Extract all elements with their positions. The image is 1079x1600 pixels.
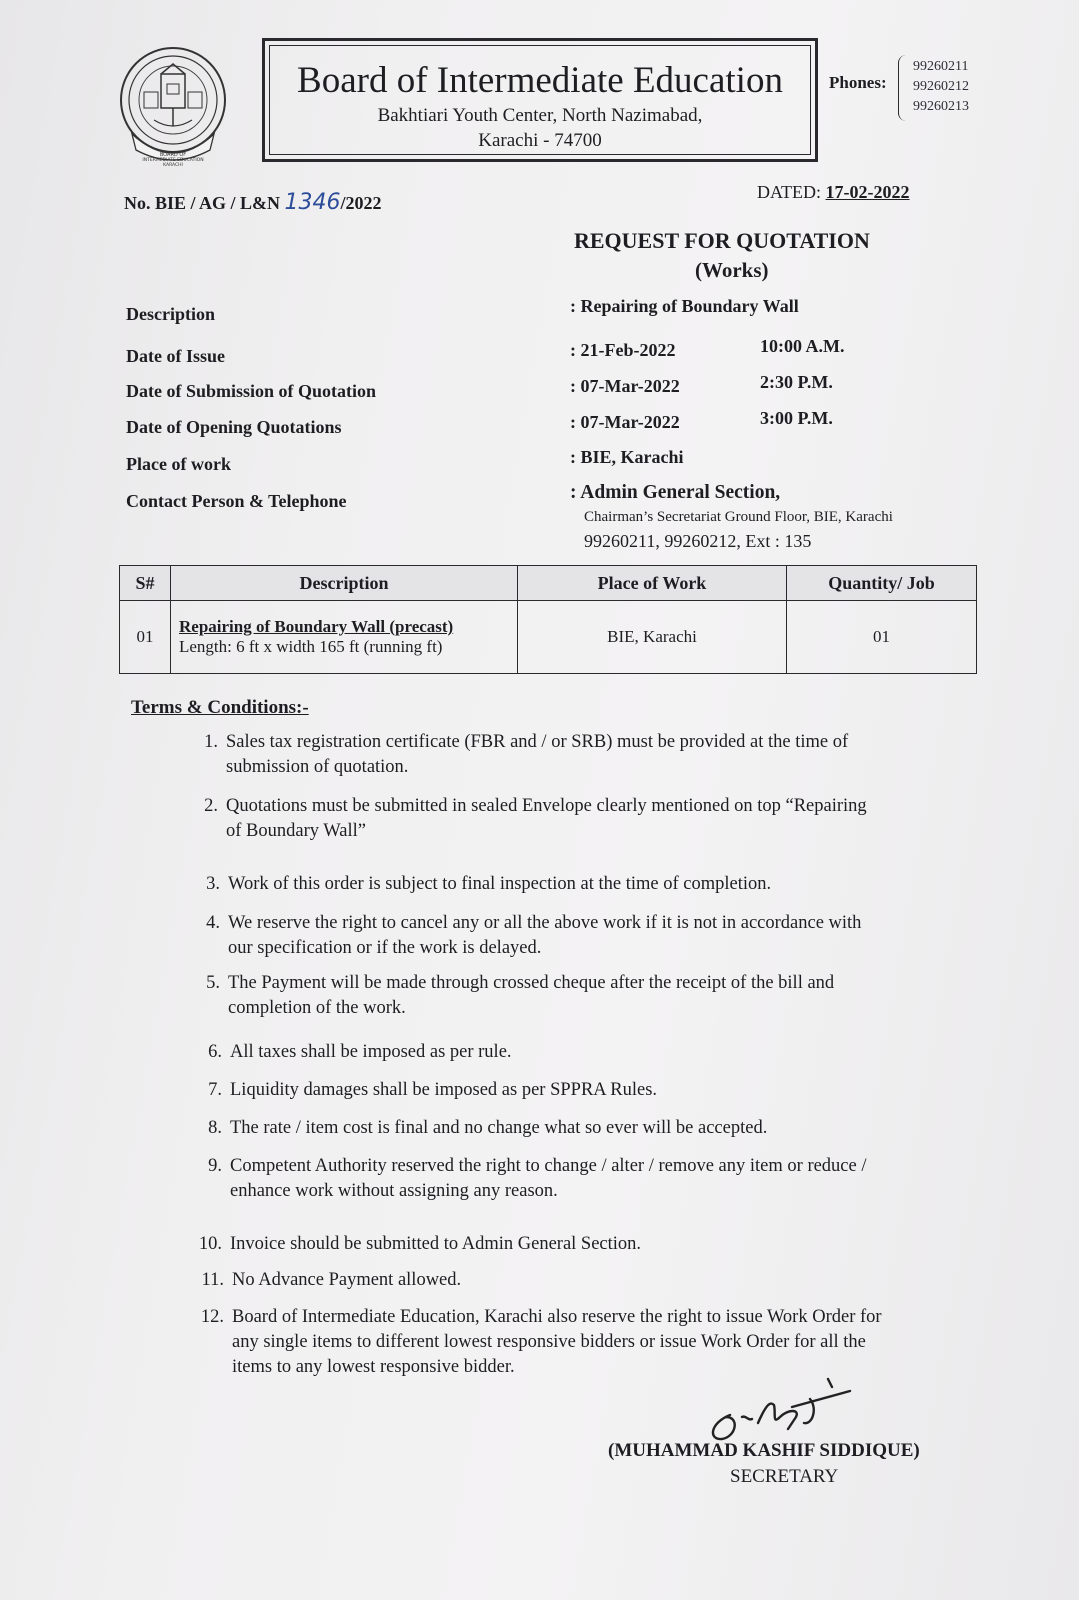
ref-handwritten-number: 1346 — [284, 190, 341, 215]
term-line: We reserve the right to cancel any or all the above work if it is not in accordance with — [228, 913, 862, 933]
item-title: Repairing of Boundary Wall (precast) — [179, 617, 454, 636]
phones-brace — [898, 55, 911, 121]
term-line: All taxes shall be imposed as per rule. — [230, 1042, 512, 1062]
term-line: enhance work without assigning any reason. — [230, 1181, 558, 1201]
term-line: items to any lowest responsive bidder. — [232, 1357, 515, 1377]
items-table — [119, 565, 977, 674]
detail-label-contact: Contact Person & Telephone — [126, 491, 347, 511]
detail-label-description: Description — [126, 304, 215, 324]
term-item — [201, 1268, 462, 1293]
term-item — [206, 971, 835, 1021]
phone-number: 99260211 — [913, 59, 969, 74]
term-line: The Payment will be made through crossed cheque after the receipt of the bill and — [228, 973, 835, 993]
term-line: Work of this order is subject to final inspection at the time of completion. — [228, 874, 772, 894]
term-line: any single items to different lowest responsive bidders or issue Work Order for all the — [232, 1332, 866, 1352]
term-number: 7. — [208, 1080, 222, 1100]
term-line: of Boundary Wall” — [226, 821, 366, 841]
term-number: 5. — [206, 973, 220, 993]
detail-value-contact: : Admin General Section, — [570, 482, 781, 503]
phones-label: Phones: — [829, 73, 887, 92]
header-quantity: Quantity/ Job — [787, 566, 977, 601]
term-number: 11. — [201, 1270, 224, 1290]
table-header-row — [120, 566, 977, 601]
term-number: 8. — [208, 1118, 222, 1138]
ref-suffix: /2022 — [340, 193, 382, 213]
detail-label-issue: Date of Issue — [126, 346, 225, 366]
detail-time-opening: 3:00 P.M. — [760, 408, 833, 428]
detail-value-place: : BIE, Karachi — [570, 447, 684, 467]
term-item — [208, 1078, 658, 1103]
term-line: our specification or if the work is delayed. — [228, 938, 542, 958]
term-line: Competent Authority reserved the right to change / alter / remove any item or reduce / — [230, 1156, 867, 1176]
dated-label: DATED: — [757, 182, 826, 202]
term-line: The rate / item cost is final and no change what so ever will be accepted. — [230, 1118, 768, 1138]
header-sn: S# — [120, 566, 171, 601]
detail-value-opening: : 07-Mar-2022 — [570, 412, 680, 432]
cell-place: BIE, Karachi — [518, 601, 787, 674]
cell-quantity: 01 — [787, 601, 977, 674]
address-line-2: Karachi - 74700 — [478, 130, 602, 151]
contact-phones: 99260211, 99260212, Ext : 135 — [584, 531, 812, 551]
phone-number: 99260213 — [913, 99, 969, 114]
header-place: Place of Work — [518, 566, 787, 601]
term-item — [208, 1040, 512, 1065]
term-item — [208, 1116, 768, 1141]
detail-value-description: : Repairing of Boundary Wall — [570, 296, 799, 316]
cell-description — [171, 601, 518, 674]
phone-number: 99260212 — [913, 79, 969, 94]
bie-logo-seal — [114, 44, 232, 168]
address-line-1: Bakhtiari Youth Center, North Nazimabad, — [377, 105, 703, 126]
table-row — [120, 601, 977, 674]
svg-text:INTERMEDIATE EDUCATION: INTERMEDIATE EDUCATION — [142, 158, 204, 163]
svg-text:BOARD OF: BOARD OF — [159, 152, 187, 158]
phones-list — [913, 57, 969, 117]
org-address — [265, 103, 815, 153]
term-line: Quotations must be submitted in sealed Envelope clearly mentioned on top “Repairing — [226, 796, 867, 816]
term-line: Board of Intermediate Education, Karachi also reserve the right to issue Work Order for — [232, 1307, 882, 1327]
term-number: 2. — [204, 796, 218, 816]
term-number: 9. — [208, 1156, 222, 1176]
term-number: 12. — [200, 1307, 224, 1327]
detail-label-opening: Date of Opening Quotations — [126, 417, 342, 437]
reference-number — [124, 190, 382, 215]
term-item — [198, 1232, 642, 1257]
handwritten-signature — [700, 1365, 875, 1445]
term-number: 4. — [206, 913, 220, 933]
signatory-name: (MUHAMMAD KASHIF SIDDIQUE) — [608, 1440, 920, 1461]
item-detail: Length: 6 ft x width 165 ft (running ft) — [179, 637, 443, 656]
term-item — [206, 911, 862, 961]
term-line: Liquidity damages shall be imposed as per SPPRA Rules. — [230, 1080, 658, 1100]
header-description: Description — [171, 566, 518, 601]
term-item — [204, 730, 849, 780]
detail-label-submission: Date of Submission of Quotation — [126, 381, 377, 401]
term-line: submission of quotation. — [226, 757, 409, 777]
term-item — [208, 1154, 867, 1204]
term-line: No Advance Payment allowed. — [232, 1270, 462, 1290]
letterhead-box — [262, 38, 818, 162]
detail-time-submission: 2:30 P.M. — [760, 372, 833, 392]
document-title: REQUEST FOR QUOTATION — [574, 228, 870, 253]
detail-value-submission: : 07-Mar-2022 — [570, 376, 680, 396]
detail-value-issue: : 21-Feb-2022 — [570, 340, 676, 360]
term-number: 10. — [198, 1234, 222, 1254]
detail-time-issue: 10:00 A.M. — [760, 336, 845, 356]
cell-sn: 01 — [120, 601, 171, 674]
dated-value: 17-02-2022 — [825, 182, 910, 202]
term-number: 6. — [208, 1042, 222, 1062]
term-number: 1. — [204, 732, 218, 752]
document-subtitle: (Works) — [695, 258, 769, 282]
contact-address: Chairman’s Secretariat Ground Floor, BIE, Karachi — [584, 509, 893, 525]
dated — [757, 182, 910, 203]
signatory-title: SECRETARY — [730, 1466, 839, 1487]
terms-heading: Terms & Conditions:- — [131, 697, 309, 718]
term-line: completion of the work. — [228, 998, 406, 1018]
svg-text:KARACHI: KARACHI — [163, 163, 183, 168]
org-name: Board of Intermediate Education — [297, 60, 783, 101]
term-item — [204, 794, 867, 844]
term-item — [206, 872, 772, 897]
term-line: Sales tax registration certificate (FBR and / or SRB) must be provided at the time of — [226, 732, 849, 752]
detail-label-place: Place of work — [126, 454, 231, 474]
term-line: Invoice should be submitted to Admin General Section. — [230, 1234, 642, 1254]
ref-prefix: No. BIE / AG / L&N — [124, 193, 285, 213]
term-number: 3. — [206, 874, 220, 894]
